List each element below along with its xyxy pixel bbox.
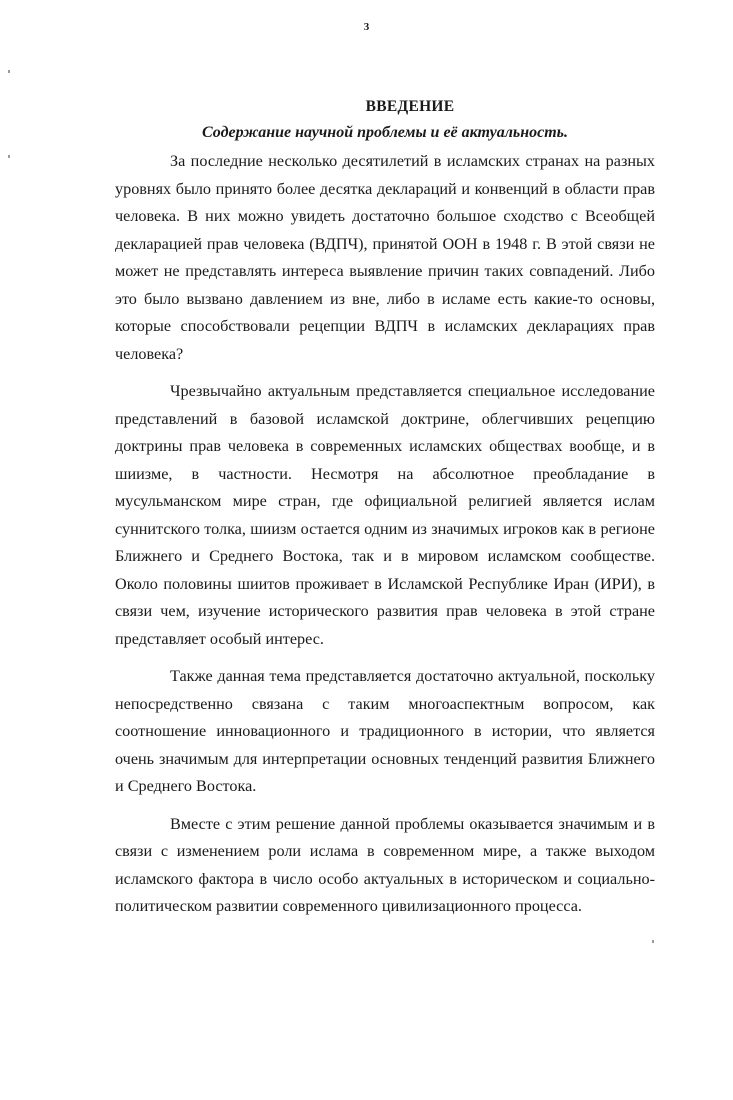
paragraph-1: За последние несколько десятилетий в исламских странах на разных уровнях было принято более десятка деклараций и конвенций в области прав человека. В них можно увидеть достаточно большое сходство с Всеобщей декларацией прав человека (ВДПЧ), принятой ООН в 1948 г. В этой связи не может не представлять интереса выявление причин таких совпадений. Либо это было вызвано давлением из вне, либо в исламе есть какие-то основы, которые способствовали рецепции ВДПЧ в исламских декларациях прав человека? bbox=[115, 152, 655, 363]
paragraph-2: Чрезвычайно актуальным представляется специальное исследование представлений в базовой исламской доктрине, облегчивших рецепцию доктрины прав человека в современных исламских обществах вообще, и в шиизме, в частности. Несмотря на абсолютное преобладание в мусульманском мире стран, где официальной религией является ислам суннитского толка, шиизм остается одним из значимых игроков как в регионе Ближнего и Среднего Востока, так и в мировом исламском сообществе. Около половины шиитов проживает в Исламской Республике Иран (ИРИ), в связи чем, изучение исторического развития прав человека в этой стране представляет особый интерес. bbox=[115, 382, 655, 648]
scan-mark-middle bbox=[8, 155, 10, 158]
scan-mark-top bbox=[8, 70, 10, 73]
section-heading: ВВЕДЕНИЕ bbox=[365, 98, 455, 115]
document-body bbox=[115, 96, 655, 921]
page-number: 3 bbox=[363, 21, 370, 33]
paragraph-3: Также данная тема представляется достаточно актуальной, поскольку непосредственно связана с таким многоаспектным вопросом, как соотношение инновационного и традиционного в истории, что является очень значимым для интерпретации основных тенденций развития Ближнего и Среднего Востока. bbox=[115, 667, 655, 795]
scan-mark-bottom-right bbox=[652, 940, 654, 943]
paragraph-4: Вместе с этим решение данной проблемы оказывается значимым и в связи с изменением роли ислама в современном мире, а также выходом исламского фактора в число особо актуальных в историческом и социально-политическом развитии современного цивилизационного процесса. bbox=[115, 814, 655, 915]
section-subheading: Содержание научной проблемы и её актуальность. bbox=[202, 124, 568, 141]
